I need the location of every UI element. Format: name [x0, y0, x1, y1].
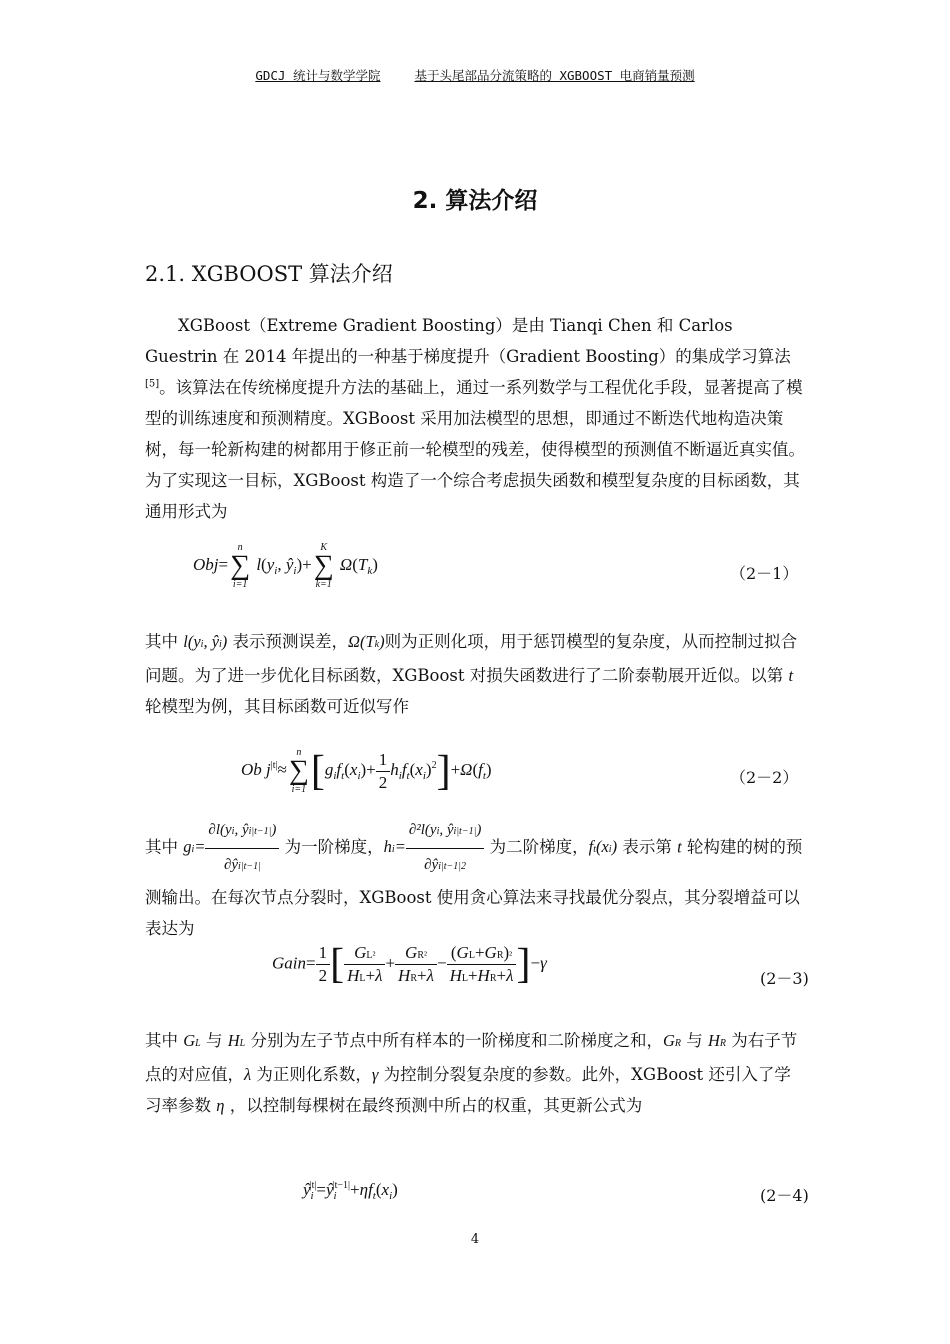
p3-text-c: 为二阶梯度，	[489, 837, 589, 857]
equation-2-3: Gain= $\frac{1}{2}$ [ $\frac{\text{GL²}}{HL+\lambda}$ + $\frac{\text{GR²}}{HR+\lambda}$ − $\frac{\text{(GL+GR)²}}{HL+HR+\lambda}$ ]−γ	[272, 941, 547, 988]
page-number: 4	[470, 1232, 480, 1247]
section-title: 2.1. XGBOOST 算法介绍	[145, 262, 393, 286]
paragraph-3	[145, 815, 805, 944]
p1-text-b: 。该算法在传统梯度提升方法的基础上，通过一系列数学与工程优化手段，显著提高了模型的训练速度和预测精度。XGBoost 采用加法模型的思想，即通过不断迭代地构造决策树，每一轮新构建的树都用于修正前一轮模型的残差，使得模型的预测值不断逼近真实值。为了实现这一目标，XGBoost 构造了一个综合考虑损失函数和模型复杂度的目标函数，其通用形式为	[145, 378, 805, 521]
p4-text-d: 与	[686, 1031, 703, 1050]
equation-number-2: （2－2）	[730, 768, 799, 787]
running-header	[0, 66, 950, 84]
p4-text-c: 分别为左子节点中所有样本的一阶梯度和二阶梯度之和，	[250, 1031, 663, 1050]
p2-text-c: 则为正则化项，用于惩罚模型的复杂度，从而控制过拟合问题。为了进一步优化目标函数，XGBoost 对损失函数进行了二阶泰勒展开近似。以第	[145, 632, 798, 685]
p3-text-e: 轮构建的树的预测输出。在每次节点分裂时，XGBoost 使用贪心算法来寻找最优分裂点，其分裂增益可以表达为	[145, 837, 803, 938]
symbol-t-2: t	[677, 837, 682, 857]
hessian-h: hi= $\frac{\text{∂²l(yi, ŷi|t−1|)}}{\partial ŷi|t-1|2}$	[384, 837, 485, 856]
regularization-term: Ω(Tk)	[348, 632, 385, 651]
p4-text-g: 为控制分裂复杂度的参数。此外，XGBoost 还引入了学习率参数	[145, 1065, 791, 1115]
paragraph-2	[145, 626, 805, 722]
equation-2-1: Obj= n ∑ i=1 $l(y_i$, $ŷ_i)+$ K ∑ k=1 $\Omega(T_k)$	[193, 542, 378, 590]
equation-2-4: $ŷ_i^{|t|}=ŷ_i^{|t-1|}+\eta f_t(x_i)$	[303, 1180, 398, 1202]
gradient-g: gi= $\frac{\partial l(yi, ŷi|t-1|)}{\partial ŷi|t-1|}$	[183, 837, 279, 856]
p4-text-a: 其中	[145, 1031, 178, 1050]
chapter-title: 2. 算法介绍	[412, 188, 538, 214]
equation-number-4: (2－4)	[760, 1186, 809, 1205]
symbol-GL: GL	[183, 1031, 201, 1050]
paragraph-1	[145, 310, 805, 527]
p4-text-h: ，以控制每棵树在最终预测中所占的权重，其更新公式为	[229, 1096, 643, 1115]
equation-2-2: Ob $j^{|t|}\approx$ n ∑ i=1 [$g_if_t(x_i)+$ $\frac{1}{2}$ $h_if_t(x_i)^2]+\Omega(f_t)$	[241, 747, 492, 795]
p4-text-b: 与	[205, 1031, 223, 1050]
header-left: GDCJ 统计与数学学院	[255, 68, 381, 83]
p2-text-b: 表示预测误差，	[232, 632, 349, 651]
symbol-HL: HL	[227, 1031, 246, 1050]
symbol-lambda: λ	[244, 1065, 252, 1084]
symbol-eta: η	[216, 1096, 225, 1115]
p4-text-e: 为右子节点的对应值，	[145, 1031, 798, 1084]
symbol-GR: GR	[662, 1031, 681, 1050]
symbol-t: t	[788, 666, 794, 685]
symbol-HR: HR	[708, 1031, 727, 1050]
p3-text-d: 表示第	[622, 837, 672, 857]
citation-ref: [5]	[145, 378, 160, 390]
p2-text-d: 轮模型为例，其目标函数可近似写作	[145, 697, 409, 716]
paragraph-4	[145, 1025, 805, 1121]
p3-text-b: 为一阶梯度，	[284, 837, 384, 857]
header-right: 基于头尾部品分流策略的 XGBOOST 电商销量预测	[414, 68, 695, 83]
p4-text-f: 为正则化系数，	[256, 1065, 372, 1084]
p2-text-a: 其中	[145, 632, 178, 651]
p3-text-a: 其中	[145, 837, 178, 857]
p1-text-a: XGBoost（Extreme Gradient Boosting）是由 Tianqi Chen 和 Carlos Guestrin 在 2014 年提出的一种基于梯度提升（Gradient Boosting）的集成学习算法	[145, 316, 791, 366]
equation-number-1: （2－1）	[730, 564, 799, 583]
equation-number-3: (2－3)	[760, 969, 809, 988]
loss-term: l(yi, ŷi)	[183, 632, 228, 651]
symbol-gamma: γ	[371, 1065, 379, 1084]
tree-output: ft(xi)	[588, 837, 618, 857]
